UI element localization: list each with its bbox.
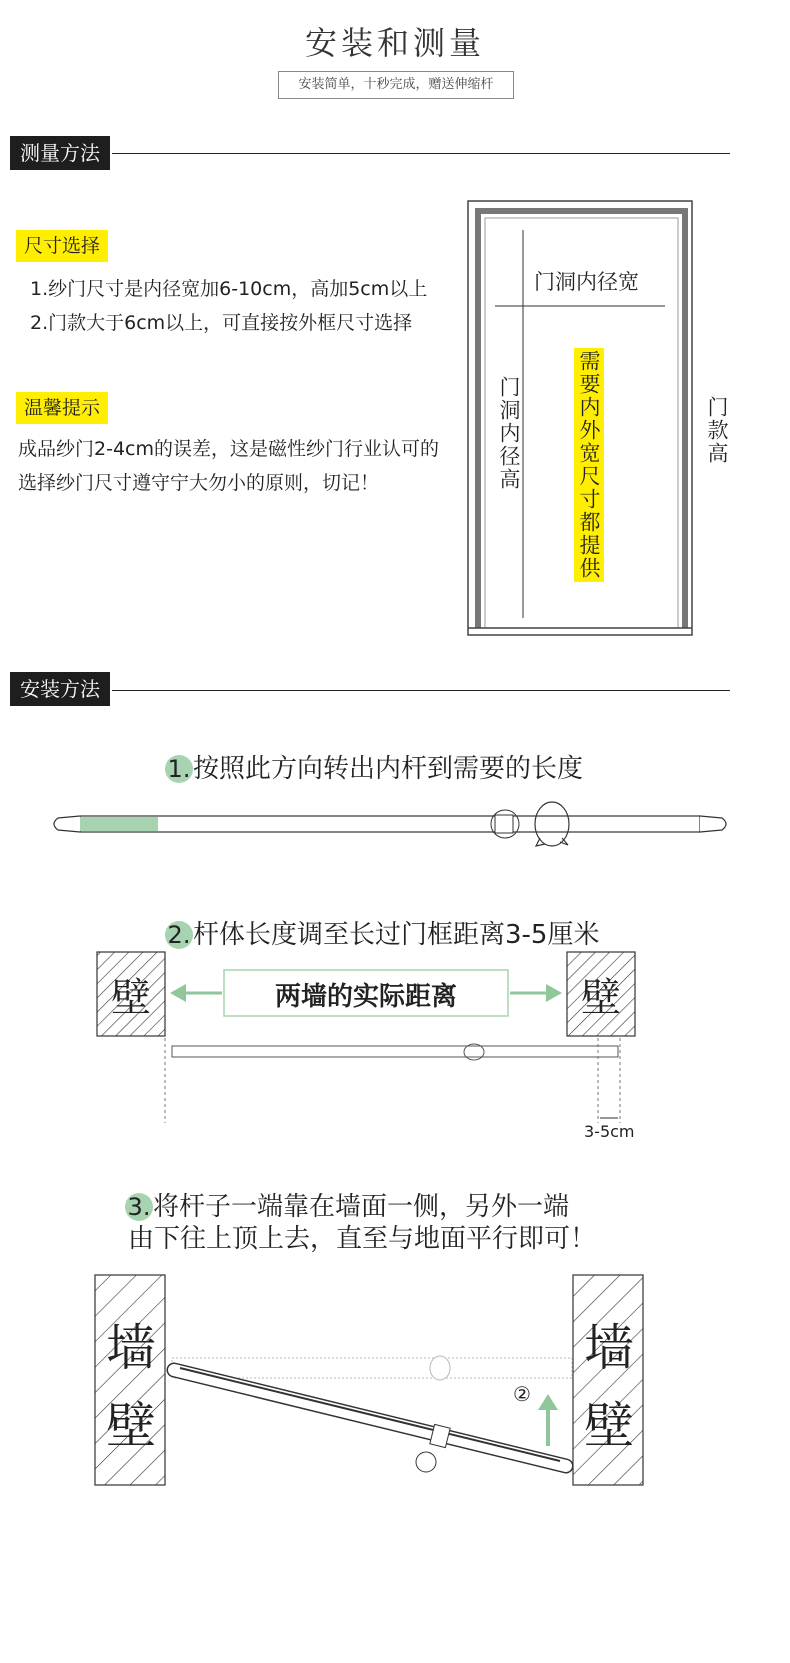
step2-rod (172, 1046, 618, 1057)
step1-number: 1. (165, 755, 193, 783)
tip-tag: 温馨提示 (16, 392, 108, 424)
step3-number: 3. (125, 1193, 153, 1221)
step3-left-wall-bottom-label: 壁 (106, 1397, 156, 1455)
rod-right-cap (700, 816, 726, 832)
right-arrow-head (546, 984, 562, 1002)
left-wall-label: 壁 (111, 975, 151, 1021)
ghost-rod-joint (430, 1356, 450, 1380)
step-marker-2: ② (513, 1382, 531, 1406)
right-wall-label: 壁 (581, 975, 621, 1021)
left-arrow-head (170, 984, 186, 1002)
pivot-circle (416, 1452, 436, 1472)
step3-diagram (90, 1270, 650, 1492)
tilted-rod-fill (174, 1370, 566, 1466)
step2-text: 杆体长度调至长过门框距离3-5厘米 (193, 920, 600, 950)
tip-line-2: 选择纱门尺寸遵守宁大勿小的原则，切记！ (18, 472, 380, 494)
tip-line-1: 成品纱门2-4cm的误差，这是磁性纱门行业认可的 (18, 438, 439, 460)
ghost-rod (172, 1358, 572, 1378)
size-rule-1: 1.纱门尺寸是内径宽加6-10cm，高加5cm以上 (30, 278, 428, 300)
step3-left-wall-top-label: 墙 (106, 1319, 156, 1377)
push-arrow-head (538, 1394, 558, 1410)
step3-right-wall-bottom-label: 壁 (584, 1397, 634, 1455)
install-section-heading: 安装方法 (10, 672, 110, 706)
tilted-rod-line (180, 1368, 560, 1461)
rod-body (80, 816, 700, 832)
step1-text: 按照此方向转出内杆到需要的长度 (193, 754, 584, 784)
inner-width-label: 门洞内径宽 (534, 270, 639, 294)
size-rule-2: 2.门款大于6cm以上，可直接按外框尺寸选择 (30, 312, 413, 334)
size-selection-tag: 尺寸选择 (16, 230, 108, 262)
inner-height-label: 门洞内径高 (497, 376, 521, 491)
step3-text-1: 将杆子一端靠在墙面一侧，另外一端 (153, 1192, 570, 1222)
page-title: 安装和测量 (304, 24, 485, 62)
rod-joint (495, 815, 513, 833)
outer-height-label: 门款高 (705, 396, 729, 465)
distance-label: 两墙的实际距离 (274, 982, 457, 1012)
step2-title (165, 914, 599, 951)
measure-section-heading: 测量方法 (10, 136, 110, 170)
gap-label: 3-5cm (584, 1122, 635, 1141)
rotation-arrow-head (536, 838, 545, 846)
measure-section-divider (112, 153, 730, 154)
both-widths-note: 需要内外宽尺寸都提供 (574, 348, 604, 582)
install-section-divider (112, 690, 730, 691)
step2-number: 2. (165, 921, 193, 949)
step3-right-wall-top-label: 墙 (584, 1319, 634, 1377)
rod-left-cap (54, 816, 80, 832)
rod-green-end (80, 817, 158, 831)
step1-title (165, 748, 583, 785)
step1-rod-diagram (40, 796, 740, 856)
step3-text-2: 由下往上顶上去，直至与地面平行即可！ (128, 1224, 597, 1254)
page-subtitle: 安装简单，十秒完成，赠送伸缩杆 (278, 71, 514, 99)
